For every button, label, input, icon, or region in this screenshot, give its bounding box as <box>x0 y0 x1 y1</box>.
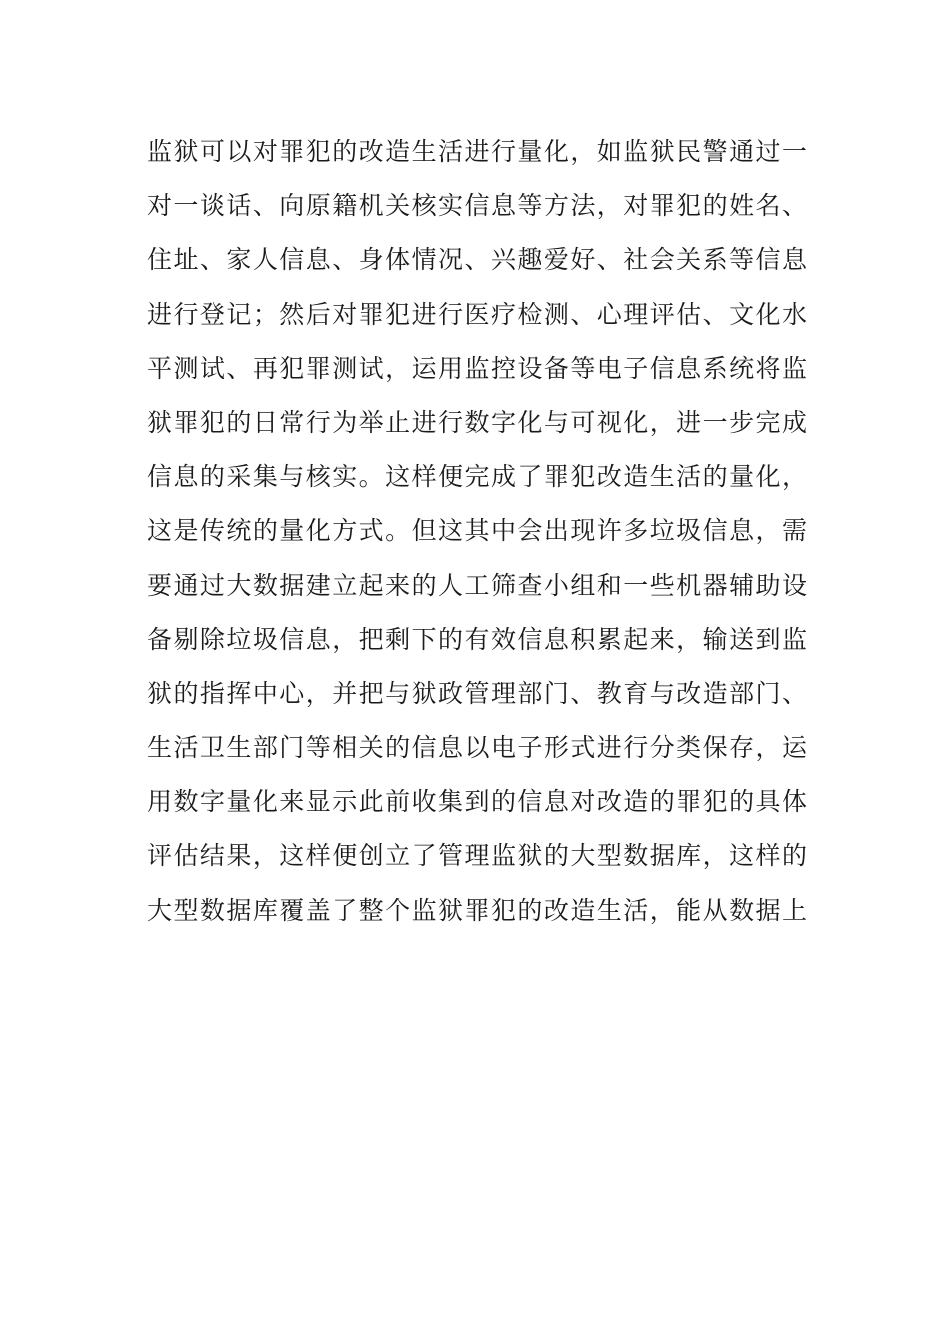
text-line-5: 平测试、再犯罪测试，运用监控设备等电子信息系统将监 <box>147 353 807 383</box>
text-line-3: 住址、家人信息、身体情况、兴趣爱好、社会关系等信息 <box>147 245 807 275</box>
text-line-10: 备剔除垃圾信息，把剩下的有效信息积累起来，输送到监 <box>147 624 807 654</box>
text-line-7: 信息的采集与核实。这样便完成了罪犯改造生活的量化， <box>147 462 807 492</box>
body-text <box>147 132 807 945</box>
text-line-11: 狱的指挥中心，并把与狱政管理部门、教育与改造部门、 <box>147 678 807 708</box>
text-line-6: 狱罪犯的日常行为举止进行数字化与可视化，进一步完成 <box>147 407 807 437</box>
text-line-15: 大型数据库覆盖了整个监狱罪犯的改造生活，能从数据上 <box>147 895 807 925</box>
text-line-1: 监狱可以对罪犯的改造生活进行量化，如监狱民警通过一 <box>147 137 807 166</box>
text-line-8: 这是传统的量化方式。但这其中会出现许多垃圾信息，需 <box>147 516 807 546</box>
text-line-14: 评估结果，这样便创立了管理监狱的大型数据库，这样的 <box>147 841 807 871</box>
text-line-13: 用数字量化来显示此前收集到的信息对改造的罪犯的具体 <box>147 787 807 817</box>
text-line-4: 进行登记；然后对罪犯进行医疗检测、心理评估、文化水 <box>147 299 807 329</box>
text-line-9: 要通过大数据建立起来的人工筛查小组和一些机器辅助设 <box>147 570 807 600</box>
text-line-2: 对一谈话、向原籍机关核实信息等方法，对罪犯的姓名、 <box>147 191 807 221</box>
text-line-12: 生活卫生部门等相关的信息以电子形式进行分类保存，运 <box>147 733 807 763</box>
